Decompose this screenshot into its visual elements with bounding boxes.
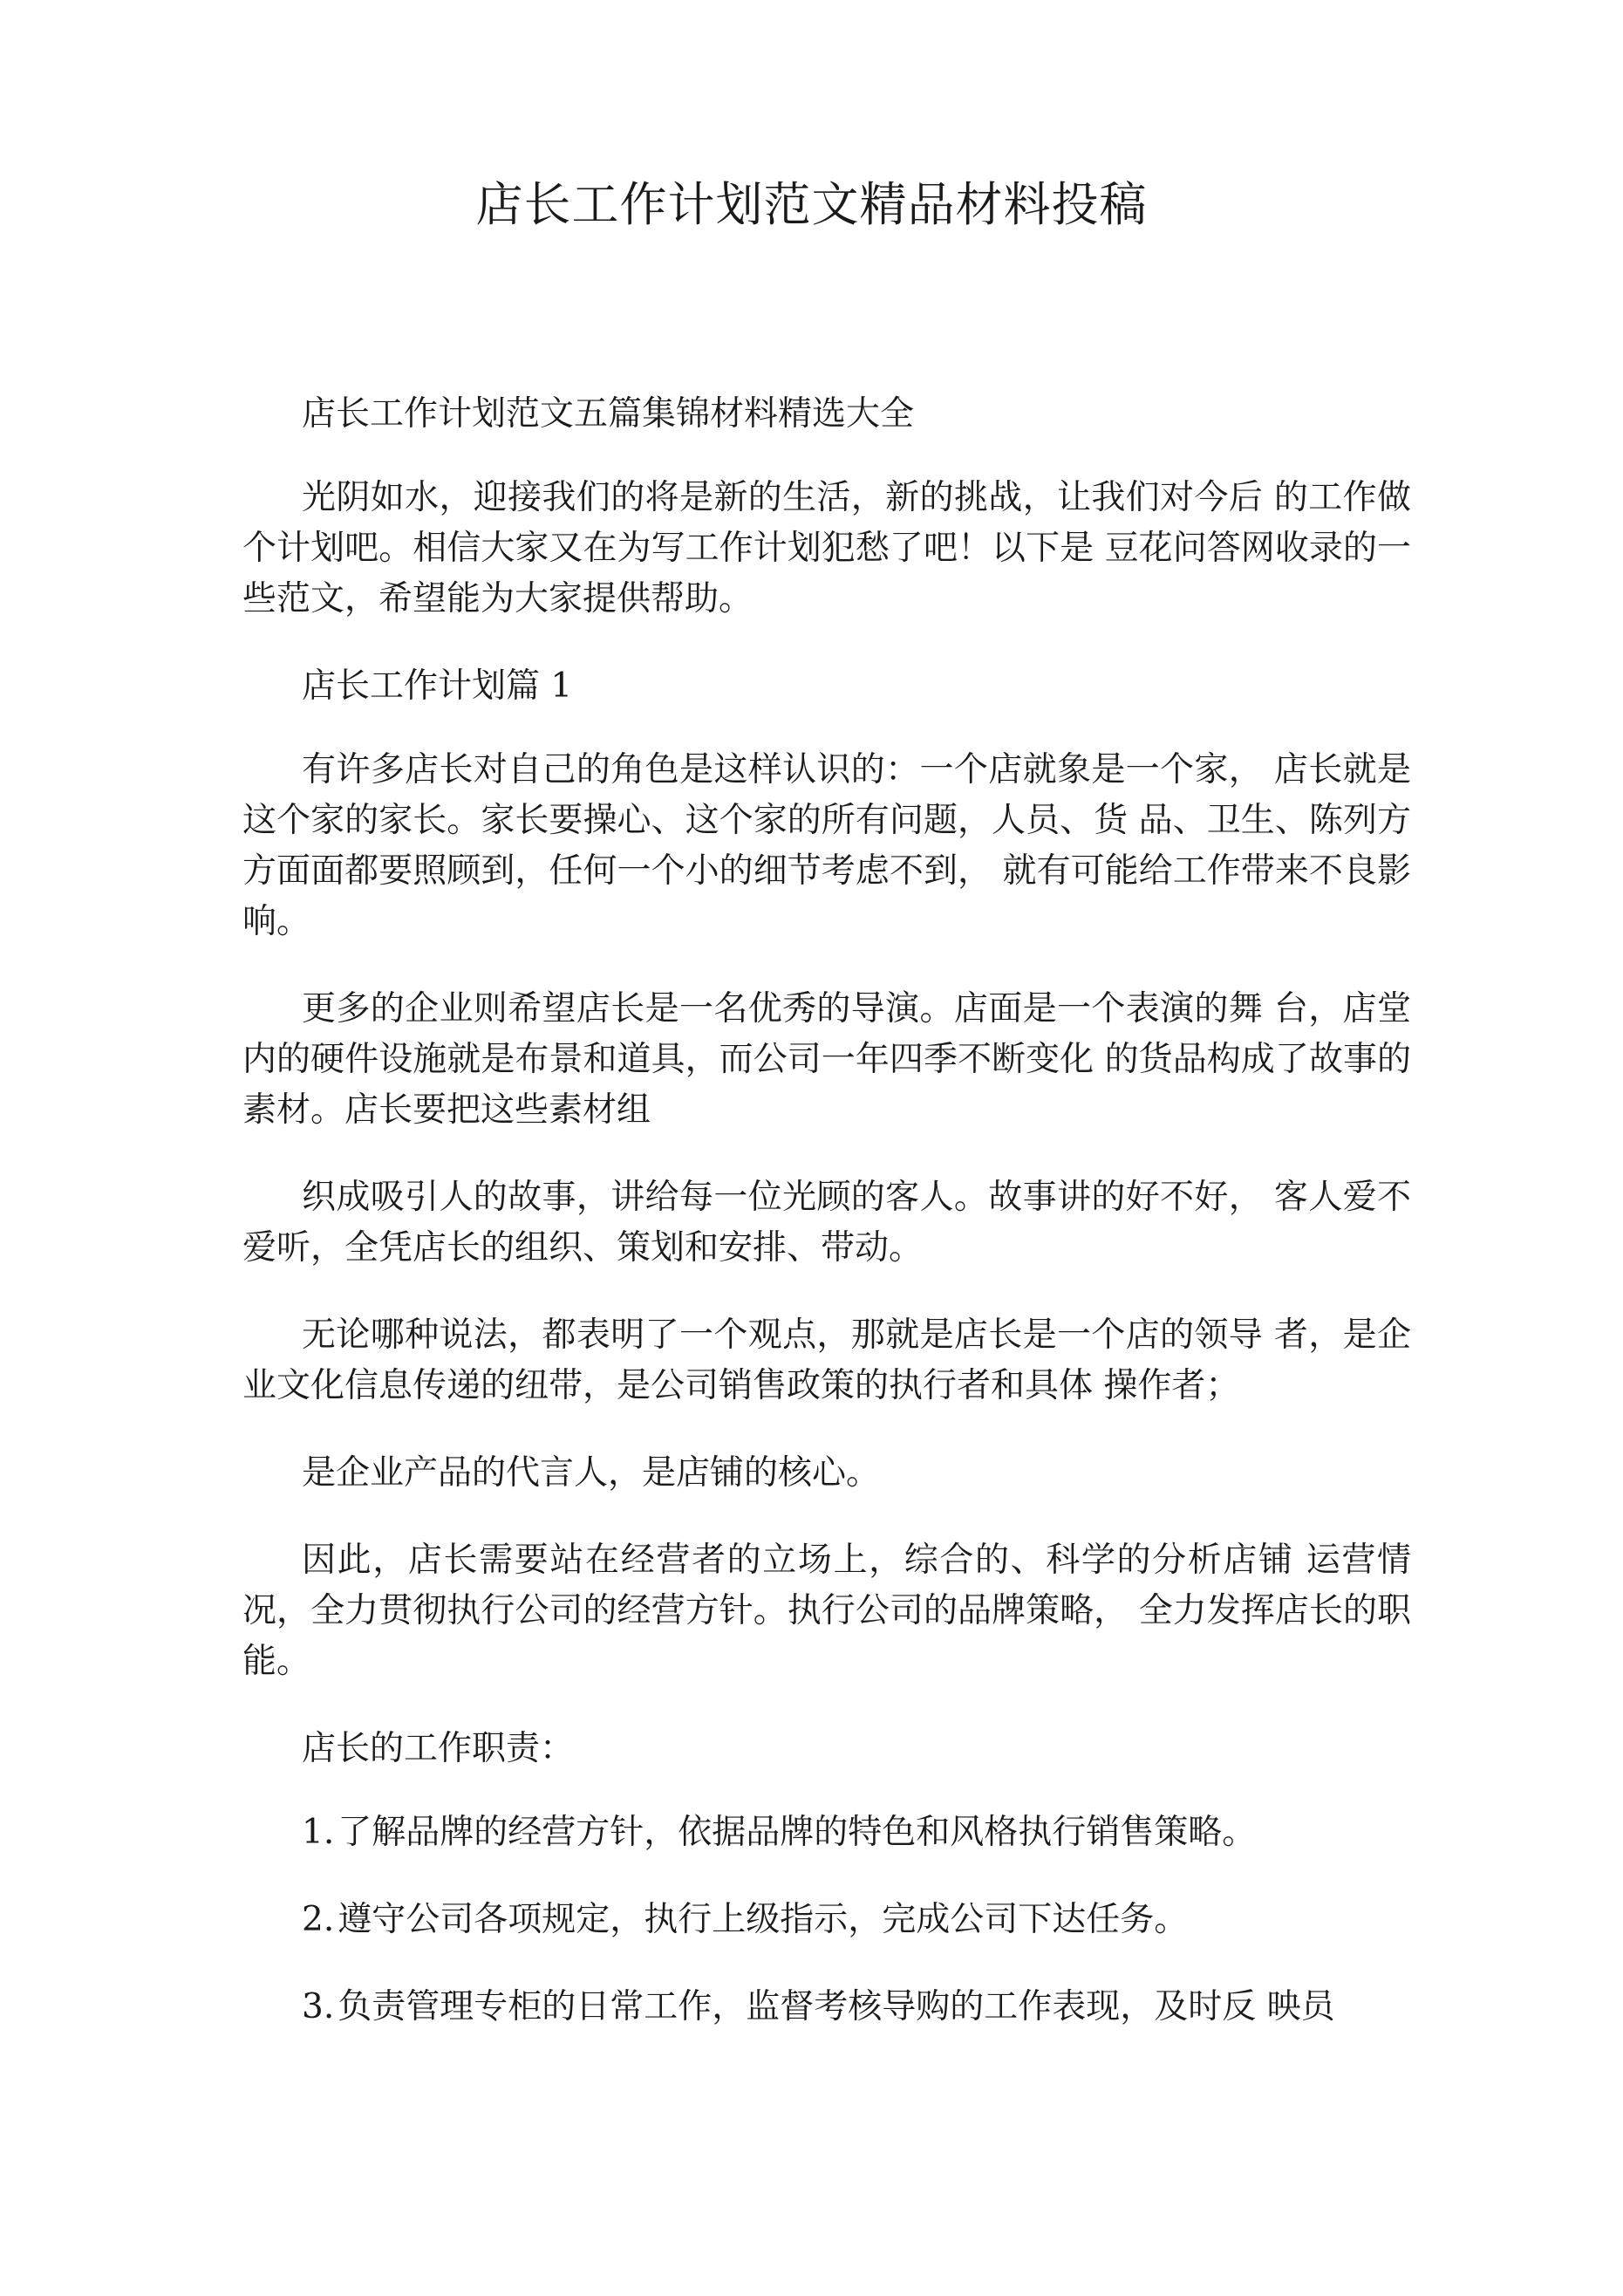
paragraph: 有许多店长对自己的角色是这样认识的：一个店就象是一个家， 店长就是这个家的家长。家长要操心、这个家的所有问题，人员、货 品、卫生、陈列方方面面都要照顾到，任何一个小的细节考虑不到， 就有可能给工作带来不良影响。: [242, 750, 1411, 941]
paragraph: 是企业产品的代言人，是店铺的核心。: [302, 1453, 881, 1493]
paragraph-intro: 光阴如水，迎接我们的将是新的生活，新的挑战，让我们对今后 的工作做个计划吧。相信大家又在为写工作计划犯愁了吧！以下是 豆花问答网收录的一些范文，希望能为大家提供帮助。: [242, 478, 1411, 618]
document-title: 店长工作计划范文精品材料投稿: [475, 177, 1148, 232]
paragraph: 更多的企业则希望店长是一名优秀的导演。店面是一个表演的舞 台，店堂内的硬件设施就是布景和道具，而公司一年四季不断变化 的货品构成了故事的素材。店长要把这些素材组: [242, 989, 1411, 1130]
list-item-number: 3.: [302, 1987, 335, 2026]
section-heading: 店长工作计划篇 1: [302, 666, 573, 706]
list-item: [242, 1895, 1411, 1945]
list-heading: 店长的工作职责：: [302, 1729, 575, 1768]
document-body: [242, 389, 1411, 2069]
document-subtitle: 店长工作计划范文五篇集锦材料精选大全: [302, 394, 915, 434]
list-item-text: 遵守公司各项规定，执行上级指示，完成公司下达任务。: [338, 1900, 1189, 1939]
list-item-number: 1.: [302, 1813, 335, 1852]
list-item-text: 负责管理专柜的日常工作，监督考核导购的工作表现，及时反 映员: [338, 1987, 1335, 2026]
list-item: [242, 1982, 1411, 2033]
paragraph: 无论哪种说法，都表明了一个观点，那就是店长是一个店的领导 者，是企业文化信息传递的纽带，是公司销售政策的执行者和具体 操作者；: [242, 1315, 1411, 1405]
paragraph: 因此，店长需要站在经营者的立场上，综合的、科学的分析店铺 运营情况，全力贯彻执行公司的经营方针。执行公司的品牌策略， 全力发挥店长的职能。: [242, 1541, 1411, 1681]
paragraph: 织成吸引人的故事，讲给每一位光顾的客人。故事讲的好不好， 客人爱不爱听，全凭店长的组织、策划和安排、带动。: [242, 1178, 1411, 1268]
list-item-text: 了解品牌的经营方针，依据品牌的特色和风格执行销售策略。: [338, 1813, 1257, 1852]
list-item: [242, 1807, 1411, 1858]
list-item-number: 2.: [302, 1900, 335, 1939]
